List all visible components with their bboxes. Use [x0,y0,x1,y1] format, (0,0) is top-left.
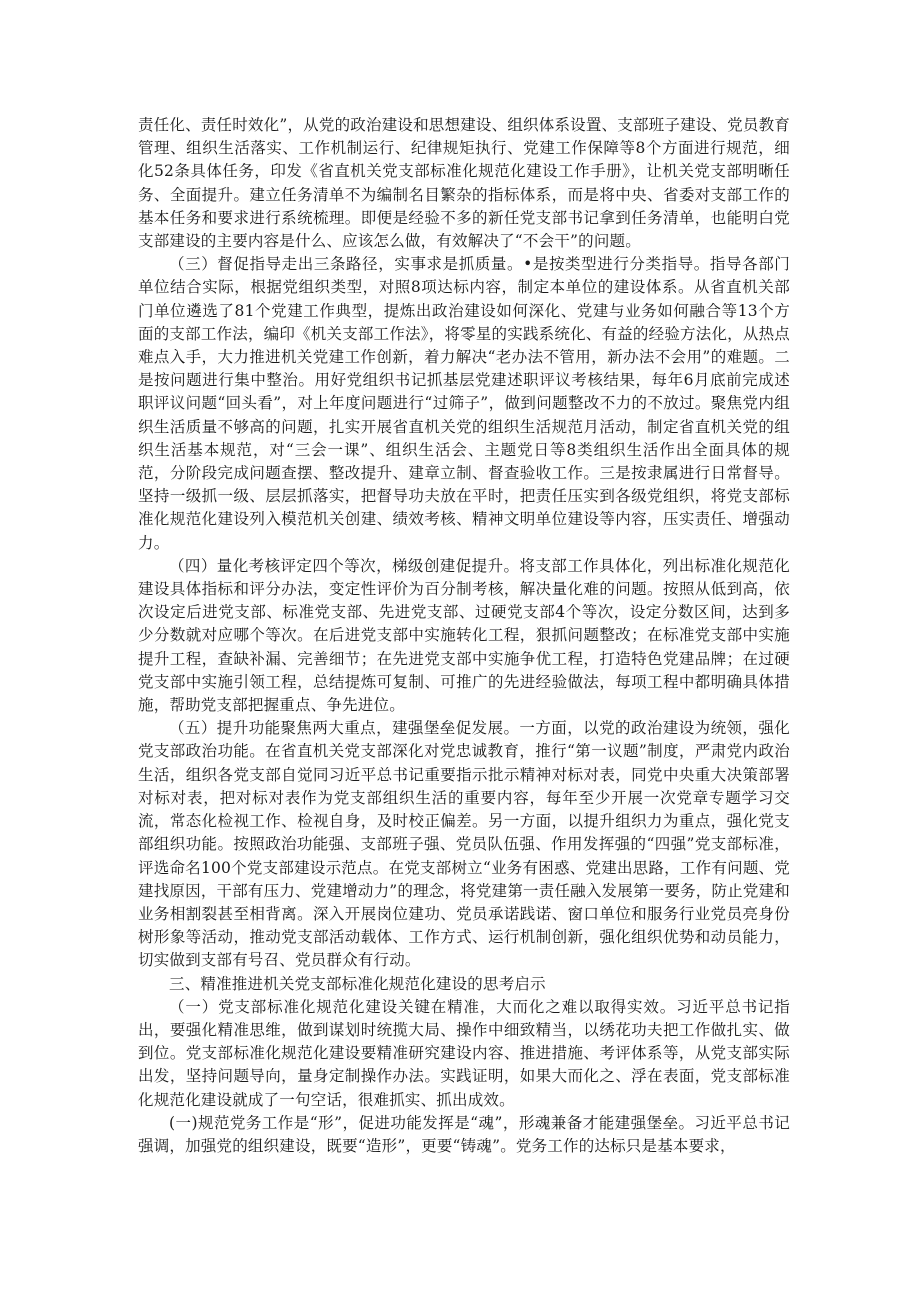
document-body [138,114,790,1158]
section-heading-3: 三、精准推进机关党支部标准化规范化建设的思考启示 [169,974,546,993]
paragraph-insight-1: （一）党支部标准化规范化建设关键在精准，大而化之难以取得实效。习近平总书记指出，要强化精准思维，做到谋划时统揽大局、操作中细致精当，以绣花功夫把工作做扎实、做到位。党支部标准化规范化建设要精准研究建设内容、推进措施、考评体系等，从党支部实际出发，坚持问题导向，量身定制操作办法。实践证明，如果大而化之、浮在表面，党支部标准化规范化建设就成了一句空话，很难抓实、抓出成效。 [138,997,790,1109]
paragraph-continuation: 责任化、责任时效化”，从党的政治建设和思想建设、组织体系设置、支部班子建设、党员教育管理、组织生活落实、工作机制运行、纪律规矩执行、党建工作保障等8个方面进行规范，细化52条具体任务，印发《省直机关党支部标准化规范化建设工作手册》，让机关党支部明晰任务、全面提升。建立任务清单不为编制名目繁杂的指标体系，而是将中央、省委对支部工作的基本任务和要求进行系统梳理。即便是经验不多的新任党支部书记拿到任务清单，也能明白党支部建设的主要内容是什么、应该怎么做，有效解决了“不会干”的问题。 [138,116,790,251]
paragraph-section-3: （三）督促指导走出三条路径，实事求是抓质量。•是按类型进行分类指导。指导各部门单位结合实际，根据党组织类型，对照8项达标内容，制定本单位的建设体系。从省直机关部门单位遴选了81个党建工作典型，提炼出政治建设如何深化、党建与业务如何融合等13个方面的支部工作法，编印《机关支部工作法》，将零星的实践系统化、有益的经验方法化，从热点难点入手，大力推进机关党建工作创新，着力解决“老办法不管用，新办法不会用”的难题。二是按问题进行集中整治。用好党组织书记抓基层党建述职评议考核结果，每年6月底前完成述职评议问题“回头看”，对上年度问题进行“过筛子”，做到问题整改不力的不放过。聚焦党内组织生活质量不够高的问题，扎实开展省直机关党的组织生活规范月活动，制定省直机关党的组织生活基本规范，对“三会一课”、组织生活会、主题党日等8类组织生活作出全面具体的规范，分阶段完成问题查摆、整改提升、建章立制、督查验收工作。三是按隶属进行日常督导。坚持一级抓一级、层层抓落实，把督导功夫放在平时，把责任压实到各级党组织，将党支部标准化规范化建设列入模范机关创建、绩效考核、精神文明单位建设等内容，压实责任、增强动力。 [138,255,790,552]
paragraph-section-4: （四）量化考核评定四个等次，梯级创建促提升。将支部工作具体化，列出标准化规范化建设具体指标和评分办法，变定性评价为百分制考核，解决量化难的问题。按照从低到高，依次设定后进党支部、标准党支部、先进党支部、过硬党支部4个等次，设定分数区间，达到多少分数就对应哪个等次。在后进党支部中实施转化工程，狠抓问题整改；在标准党支部中实施提升工程，查缺补漏、完善细节；在先进党支部中实施争优工程，打造特色党建品牌；在过硬党支部中实施引领工程，总结提炼可复制、可推广的先进经验做法，每项工程中都明确具体措施，帮助党支部把握重点、争先进位。 [138,556,790,715]
paragraph-section-5: （五）提升功能聚焦两大重点，建强堡垒促发展。一方面，以党的政治建设为统领，强化党支部政治功能。在省直机关党支部深化对党忠诚教育，推行“第一议题”制度，严肃党内政治生活，组织各党支部自觉同习近平总书记重要指示批示精神对标对表，同党中央重大决策部署对标对表，把对标对表作为党支部组织生活的重要内容，每年至少开展一次党章专题学习交流，常态化检视工作、检视自身，及时校正偏差。另一方面，以提升组织力为重点，强化党支部组织功能。按照政治功能强、支部班子强、党员队伍强、作用发挥强的“四强”党支部标准，评选命名100个党支部建设示范点。在党支部树立“业务有困惑、党建出思路，工作有问题、党建找原因，干部有压力、党建增动力”的理念，将党建第一责任融入发展第一要务，防止党建和业务相割裂甚至相背离。深入开展岗位建功、党员承诺践诺、窗口单位和服务行业党员亮身份树形象等活动，推动党支部活动载体、工作方式、运行机制创新，强化组织优势和动员能力，切实做到支部有号召、党员群众有行动。 [138,719,790,970]
paragraph-insight-2: (一)规范党务工作是“形”，促进功能发挥是“魂”，形魂兼备才能建强堡垒。习近平总书记强调，加强党的组织建设，既要“造形”，更要“铸魂”。党务工作的达标只是基本要求， [138,1113,790,1155]
